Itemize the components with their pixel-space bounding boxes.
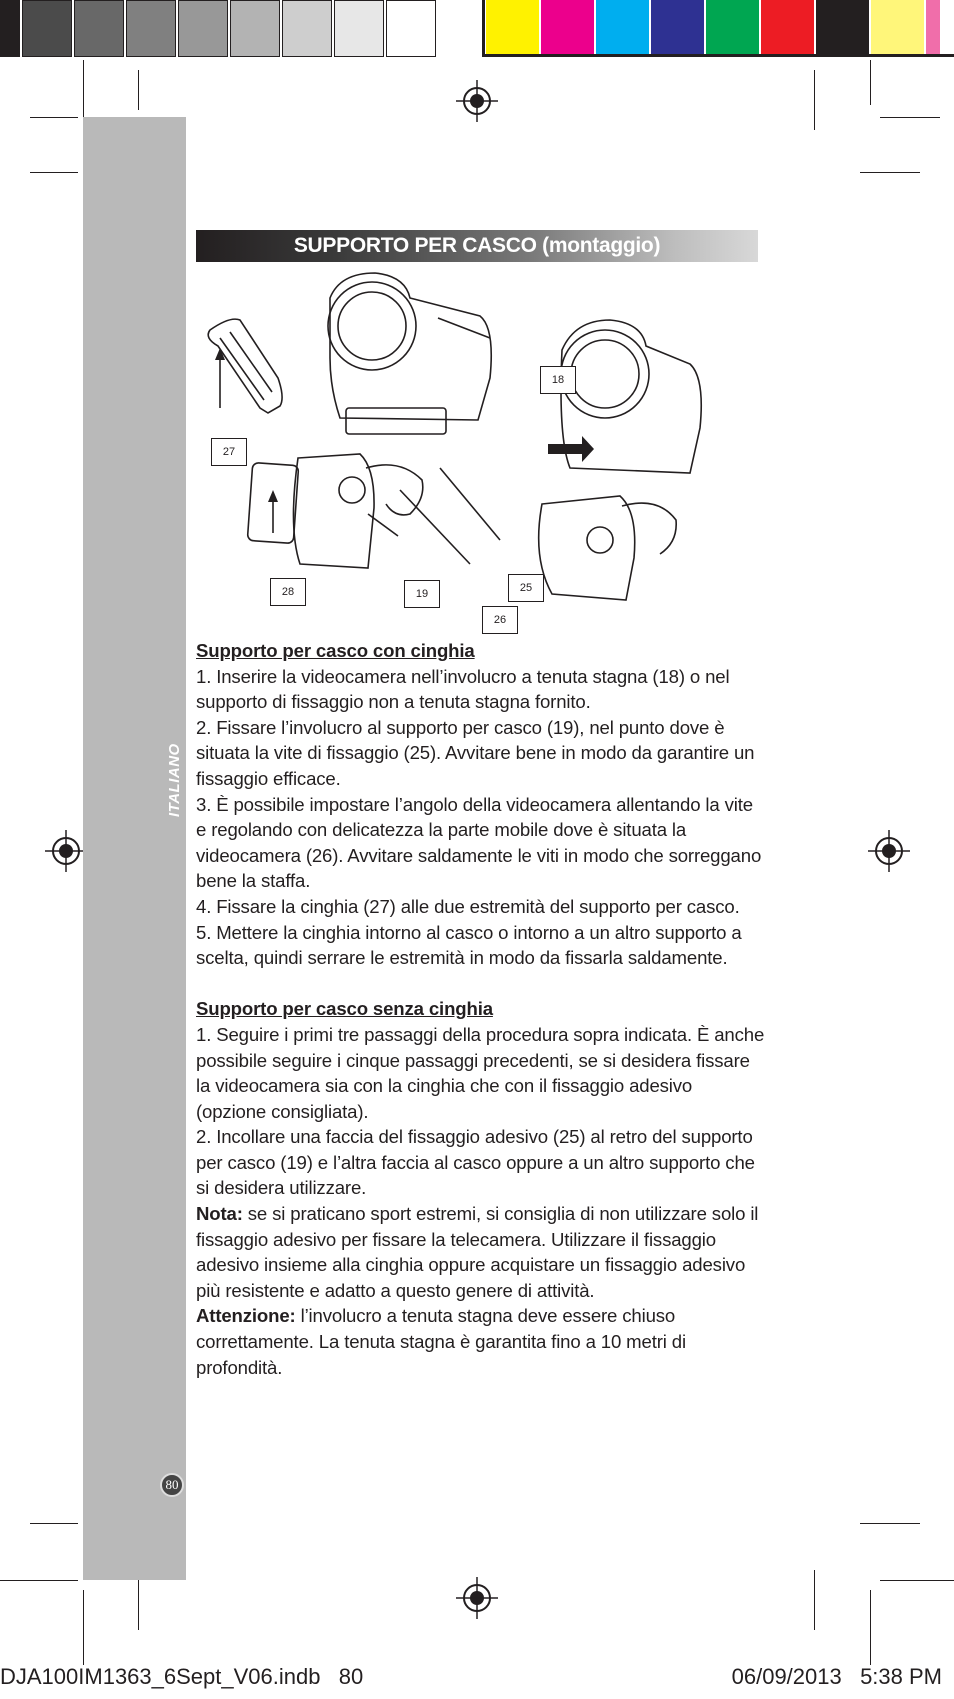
- helmet-mount-drawing: [293, 454, 374, 568]
- section-title: SUPPORTO PER CASCO (montaggio): [293, 234, 661, 257]
- callout-18: 18: [540, 366, 576, 394]
- crop-mark: [880, 117, 940, 118]
- language-tab: ITALIANO: [166, 743, 183, 817]
- crop-mark: [83, 60, 84, 120]
- section-heading-without-strap: Supporto per casco senza cinghia: [196, 998, 493, 1020]
- color-swatch-frame: [482, 0, 954, 57]
- warning-text: l’involucro a tenuta stagna deve essere chiuso correttamente. La tenuta stagna è garantita fino a 10 metri di profondità.: [196, 1305, 686, 1378]
- section-heading-with-strap: Supporto per casco con cinghia: [196, 640, 475, 661]
- crop-mark: [30, 117, 78, 118]
- warning-label: Attenzione:: [196, 1305, 296, 1327]
- step-paragraph: 4. Fissare la cinghia (27) alle due estremità del supporto per casco.: [196, 895, 740, 917]
- step-paragraph: 1. Seguire i primi tre passaggi della procedura sopra indicata. È anche possibile seguire i cinque passaggi precedenti, se si desidera fissare la videocamera sia con la cinghia che con il fissaggio adesivo (opzione consigliata).: [196, 1023, 765, 1122]
- step-paragraph: 2. Fissare l’involucro al supporto per casco (19), nel punto dove è situata la vite di fissaggio (25). Avvitare bene in modo da garantire un fissaggio efficace.: [196, 716, 755, 789]
- crop-mark: [0, 1580, 78, 1581]
- crop-mark: [870, 1590, 871, 1665]
- crop-mark: [860, 172, 920, 173]
- crop-mark: [30, 172, 78, 173]
- color-calibration-bar: [0, 0, 954, 60]
- slug-datetime: 06/09/2013 5:38 PM: [731, 1664, 942, 1689]
- side-band: [83, 117, 186, 1580]
- crop-mark: [870, 60, 871, 105]
- gray-swatch: [22, 0, 72, 57]
- callout-26: 26: [482, 606, 518, 634]
- registration-mark-top: [454, 78, 500, 124]
- crop-mark: [880, 1580, 954, 1581]
- crop-mark: [814, 1570, 815, 1630]
- gray-swatch: [126, 0, 176, 57]
- section-title-bar: [196, 230, 758, 262]
- callout-28: 28: [270, 578, 306, 606]
- mount-assembly-diagram: [190, 268, 770, 638]
- gray-swatch: [230, 0, 280, 57]
- crop-mark: [83, 1590, 84, 1665]
- gray-swatch: [386, 0, 436, 57]
- crop-mark: [30, 1523, 78, 1524]
- slug-filename: DJA100IM1363_6Sept_V06.indb 80: [0, 1664, 364, 1689]
- instructions-text: [196, 638, 766, 1380]
- gray-swatch: [334, 0, 384, 57]
- crop-mark: [860, 1523, 920, 1524]
- warning-paragraph: [196, 1303, 766, 1380]
- step-paragraph: 2. Incollare una faccia del fissaggio adesivo (25) al retro del supporto per casco (19) e l’altra faccia al casco oppure a un altro supporto che si desidera utilizzare.: [196, 1126, 755, 1199]
- gray-swatch: [282, 0, 332, 57]
- registration-mark-right: [866, 828, 912, 874]
- paragraph-gap: [196, 971, 766, 997]
- step-paragraph: 5. Mettere la cinghia intorno al casco o intorno a un altro supporto a scelta, quindi serrare le estremità in modo da fissarla saldamente.: [196, 921, 742, 969]
- registration-mark-bottom: [454, 1575, 500, 1621]
- gray-swatch: [178, 0, 228, 57]
- step-paragraph: 3. È possibile impostare l’angolo della videocamera allentando la vite e regolando con delicatezza la parte mobile dove è situata la videocamera (26). Avvitare saldamente le viti in modo che sorreggano bene la staffa.: [196, 793, 762, 892]
- crop-mark: [138, 70, 139, 110]
- arrow-right-icon: [548, 436, 594, 462]
- step-paragraph: 1. Inserire la videocamera nell’involucro a tenuta stagna (18) o nel supporto di fissaggio non a tenuta stagna fornito.: [196, 665, 730, 713]
- gray-swatch: [0, 0, 20, 57]
- callout-27: 27: [211, 438, 247, 466]
- crop-mark: [814, 70, 815, 130]
- callout-25: 25: [508, 574, 544, 602]
- page-number-badge: 80: [160, 1473, 184, 1497]
- note-text: se si praticano sport estremi, si consiglia di non utilizzare solo il fissaggio adesivo per fissare la telecamera. Utilizzare il fissaggio adesivo insieme alla cinghia oppure acquistare un fissaggio adesivo più resistente e adatto a questo genere di attività.: [196, 1203, 759, 1301]
- gray-swatch: [74, 0, 124, 57]
- callout-19: 19: [404, 580, 440, 608]
- note-label: Nota:: [196, 1203, 243, 1225]
- print-slug: [0, 1664, 954, 1694]
- note-paragraph: [196, 1201, 766, 1303]
